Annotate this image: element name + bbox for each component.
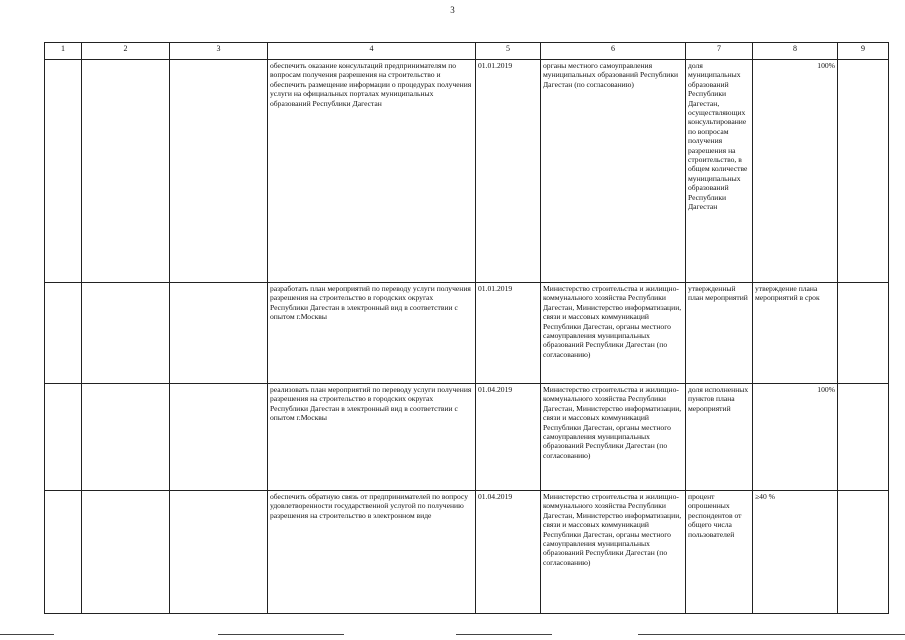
cell-measure: обеспечить обратную связь от предпринимателей по вопросу удовлетворенности государственной услугой по получению разрешения на строительство в электронном виде	[268, 491, 476, 614]
cell-measure: обеспечить оказание консультаций предпринимателям по вопросам получения разрешения на строительство и обеспечить размещение информации о процедурах получения услуги на официальных порталах муниципальных образований Республики Дагестан	[268, 60, 476, 283]
cell-col1	[45, 384, 82, 491]
header-cell: 5	[476, 43, 541, 60]
cell-indicator: доля муниципальных образований Республики Дагестан, осуществляющих консультирование по вопросам получения разрешения на строительство, в общем количестве муниципальных образований Республики Дагестан	[686, 60, 753, 283]
page-edge-line	[638, 634, 905, 635]
header-cell: 2	[82, 43, 170, 60]
header-cell: 6	[541, 43, 686, 60]
cell-col3	[170, 60, 268, 283]
page-edge-line	[0, 634, 54, 635]
cell-date: 01.04.2019	[476, 491, 541, 614]
cell-target: утверждение плана мероприятий в срок	[753, 283, 838, 384]
header-cell: 8	[753, 43, 838, 60]
cell-col3	[170, 384, 268, 491]
cell-col9	[838, 384, 889, 491]
measures-table	[44, 42, 889, 614]
cell-col3	[170, 491, 268, 614]
cell-date: 01.01.2019	[476, 283, 541, 384]
cell-col1	[45, 283, 82, 384]
cell-indicator: доля исполненных пунктов плана мероприятий	[686, 384, 753, 491]
cell-responsible: Министерство строительства и жилищно-коммунального хозяйства Республики Дагестан, Министерство информатизации, связи и массовых коммуникаций Республики Дагестан, органы местного самоуправления муниципальных образований Республики Дагестан (по согласованию)	[541, 283, 686, 384]
cell-col9	[838, 283, 889, 384]
cell-responsible: органы местного самоуправления муниципальных образований Республики Дагестан (по согласованию)	[541, 60, 686, 283]
page-number: 3	[450, 5, 455, 15]
header-cell: 7	[686, 43, 753, 60]
table-row	[45, 283, 889, 384]
cell-col2	[82, 491, 170, 614]
cell-col3	[170, 283, 268, 384]
cell-responsible: Министерство строительства и жилищно-коммунального хозяйства Республики Дагестан, Министерство информатизации, связи и массовых коммуникаций Республики Дагестан, органы местного самоуправления муниципальных образований Республики Дагестан (по согласованию)	[541, 491, 686, 614]
cell-target: 100%	[753, 384, 838, 491]
cell-col9	[838, 491, 889, 614]
cell-measure: реализовать план мероприятий по переводу услуги получения разрешения на строительство в городских округах Республики Дагестан в электронный вид в соответствии с опытом г.Москвы	[268, 384, 476, 491]
cell-col2	[82, 60, 170, 283]
cell-col2	[82, 283, 170, 384]
header-cell: 1	[45, 43, 82, 60]
page-edge-line	[218, 634, 344, 635]
header-cell: 4	[268, 43, 476, 60]
cell-indicator: утвержденный план мероприятий	[686, 283, 753, 384]
cell-col2	[82, 384, 170, 491]
cell-col9	[838, 60, 889, 283]
header-row	[45, 43, 889, 60]
table-row	[45, 60, 889, 283]
header-cell: 9	[838, 43, 889, 60]
cell-col1	[45, 491, 82, 614]
cell-responsible: Министерство строительства и жилищно-коммунального хозяйства Республики Дагестан, Министерство информатизации, связи и массовых коммуникаций Республики Дагестан, органы местного самоуправления муниципальных образований Республики Дагестан (по согласованию)	[541, 384, 686, 491]
cell-target: ≥40 %	[753, 491, 838, 614]
cell-target: 100%	[753, 60, 838, 283]
table-row	[45, 491, 889, 614]
header-cell: 3	[170, 43, 268, 60]
cell-col1	[45, 60, 82, 283]
cell-indicator: процент опрошенных респондентов от общего числа пользователей	[686, 491, 753, 614]
table-row	[45, 384, 889, 491]
cell-measure: разработать план мероприятий по переводу услуги получения разрешения на строительство в городских округах Республики Дагестан в электронный вид в соответствии с опытом г.Москвы	[268, 283, 476, 384]
page-edge-line	[456, 634, 552, 635]
cell-date: 01.04.2019	[476, 384, 541, 491]
cell-date: 01.01.2019	[476, 60, 541, 283]
